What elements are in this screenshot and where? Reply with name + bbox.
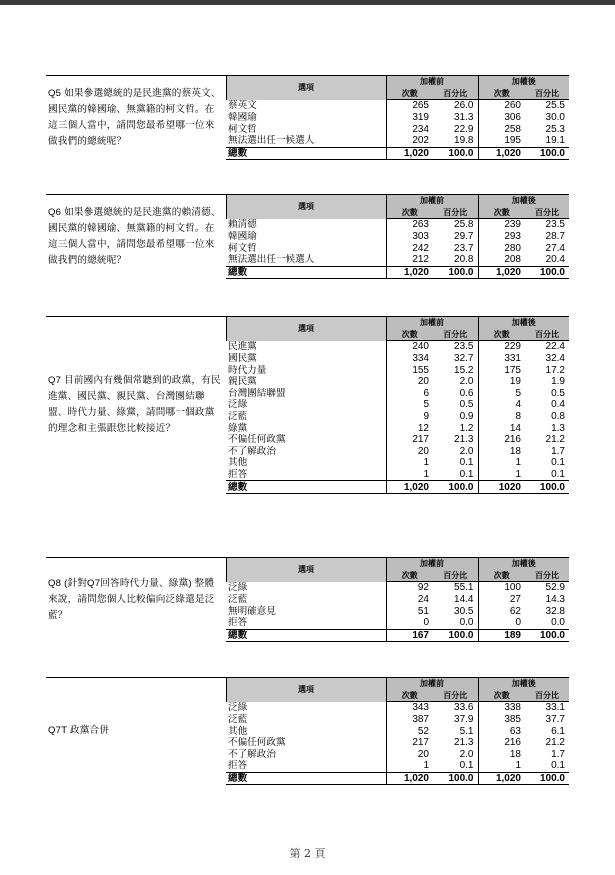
question-table [46, 75, 569, 160]
percent-before: 14.4 [454, 594, 474, 606]
option-header: 選項 [226, 678, 386, 702]
count-after: 293 [478, 231, 525, 243]
count-before: 202 [386, 135, 433, 147]
percent-after: 32.4 [545, 353, 565, 365]
count-before: 1 [386, 760, 433, 772]
total-percent-before: 100.0 [433, 147, 478, 160]
question-text: Q7T 政黨合併 [46, 678, 226, 785]
after-weight-header: 加權後 [478, 678, 569, 690]
count-after: 0 [478, 617, 525, 629]
percent-before: 2.0 [459, 748, 474, 760]
count-after: 4 [478, 399, 525, 411]
count-before: 265 [386, 100, 433, 112]
after-weight-header: 加權後 [478, 76, 569, 88]
percent-header: 百分比 [525, 207, 569, 219]
percent-before: 31.3 [454, 112, 474, 124]
percent-after: 52.9 [545, 582, 565, 594]
percent-before: 2.0 [459, 445, 474, 457]
percent-before: 37.9 [454, 714, 474, 726]
count-before: 217 [386, 737, 433, 749]
count-before: 20 [386, 749, 433, 761]
percent-header: 百分比 [525, 88, 569, 100]
percent-before: 19.8 [454, 135, 474, 147]
count-before: 20 [386, 446, 433, 458]
count-header: 次數 [478, 207, 525, 219]
percent-after: 25.5 [545, 100, 565, 112]
percent-after: 1.9 [551, 376, 565, 388]
percent-header: 百分比 [525, 570, 569, 582]
percent-before: 33.6 [454, 702, 474, 714]
percent-before: 1.2 [459, 422, 474, 434]
total-percent-before: 100.0 [433, 629, 478, 642]
percent-after: 22.4 [545, 341, 565, 353]
percent-after: 25.3 [545, 123, 565, 135]
option-label: 時代力量 [228, 364, 267, 376]
before-weight-header: 加權前 [386, 558, 478, 570]
before-weight-header: 加權前 [386, 195, 478, 207]
option-header: 選項 [226, 317, 386, 341]
option-label: 不了解政治 [228, 748, 276, 760]
total-count-after: 1,020 [478, 147, 525, 160]
count-after: 1 [478, 760, 525, 772]
total-percent-after: 100.0 [525, 772, 569, 785]
count-after: 331 [478, 353, 525, 365]
percent-after: 30.0 [545, 112, 565, 124]
percent-after: 32.8 [545, 605, 565, 617]
option-label: 台灣團結聯盟 [228, 387, 286, 399]
count-before: 51 [386, 605, 433, 617]
option-label: 無法選出任一候選人 [228, 135, 315, 147]
option-label: 無明確意見 [228, 605, 276, 617]
percent-after: 23.5 [545, 219, 565, 231]
total-count-after: 1,020 [478, 266, 525, 279]
percent-header: 百分比 [433, 690, 478, 702]
percent-after: 0.1 [551, 469, 565, 481]
total-percent-after: 100.0 [525, 629, 569, 642]
question-table [46, 557, 569, 642]
percent-before: 22.9 [454, 123, 474, 135]
count-after: 5 [478, 388, 525, 400]
count-header: 次數 [386, 88, 433, 100]
percent-before: 0.0 [459, 617, 474, 629]
question-text: Q6 如果參選總統的是民進黨的賴清德、國民黨的韓國瑜、無黨籍的柯文哲。在這三個人當中，請問您最希望哪一位來做我們的總統呢？ [46, 195, 226, 279]
percent-before: 0.5 [459, 399, 474, 411]
question-table [46, 194, 569, 279]
total-label: 總數 [226, 481, 386, 494]
option-label: 泛綠 [228, 582, 248, 594]
option-label: 其他 [228, 725, 248, 737]
total-percent-before: 100.0 [433, 481, 478, 494]
option-header: 選項 [226, 76, 386, 100]
count-after: 100 [478, 582, 525, 594]
after-weight-header: 加權後 [478, 558, 569, 570]
count-before: 5 [386, 399, 433, 411]
count-after: 216 [478, 737, 525, 749]
option-label: 綠黨 [228, 422, 248, 434]
percent-before: 0.1 [459, 469, 474, 481]
count-after: 1 [478, 469, 525, 481]
total-percent-before: 100.0 [433, 772, 478, 785]
percent-before: 26.0 [454, 100, 474, 112]
count-after: 1 [478, 457, 525, 469]
count-before: 24 [386, 594, 433, 606]
count-before: 240 [386, 341, 433, 353]
question-text: Q8 (針對Q7回答時代力量、綠黨) 整體來說，請問您個人比較偏向泛綠還是泛藍？ [46, 558, 226, 642]
option-label: 其他 [228, 457, 248, 469]
total-percent-after: 100.0 [525, 481, 569, 494]
question-text: Q7 目前國內有幾個常聽到的政黨，有民進黨、國民黨、親民黨、台灣團結聯盟、時代力量、綠黨，請問哪一個政黨的理念和主張跟您比較接近？ [46, 317, 226, 494]
percent-after: 37.7 [545, 714, 565, 726]
option-label: 不了解政治 [228, 445, 276, 457]
total-label: 總數 [226, 772, 386, 785]
count-after: 216 [478, 434, 525, 446]
percent-after: 1.7 [551, 445, 565, 457]
percent-before: 0.1 [459, 457, 474, 469]
count-before: 303 [386, 231, 433, 243]
count-after: 19 [478, 376, 525, 388]
option-label: 國民黨 [228, 353, 257, 365]
total-label: 總數 [226, 266, 386, 279]
option-label: 泛綠 [228, 399, 248, 411]
count-after: 280 [478, 242, 525, 254]
option-header: 選項 [226, 195, 386, 219]
count-after: 18 [478, 749, 525, 761]
page-number: 第 2 頁 [289, 847, 326, 860]
percent-after: 28.7 [545, 231, 565, 243]
option-label: 韓國瑜 [228, 112, 257, 124]
percent-after: 27.4 [545, 242, 565, 254]
count-before: 1 [386, 457, 433, 469]
option-label: 泛藍 [228, 411, 248, 423]
option-label: 泛藍 [228, 594, 248, 606]
percent-before: 32.7 [454, 353, 474, 365]
count-after: 258 [478, 123, 525, 135]
percent-after: 0.0 [551, 617, 565, 629]
percent-before: 0.1 [459, 760, 474, 772]
count-before: 12 [386, 422, 433, 434]
count-before: 242 [386, 242, 433, 254]
total-percent-after: 100.0 [525, 266, 569, 279]
percent-header: 百分比 [433, 207, 478, 219]
count-before: 1 [386, 469, 433, 481]
option-label: 拒答 [228, 760, 248, 772]
total-percent-after: 100.0 [525, 147, 569, 160]
percent-after: 6.1 [551, 725, 565, 737]
count-before: 387 [386, 714, 433, 726]
count-before: 92 [386, 582, 433, 594]
count-after: 385 [478, 714, 525, 726]
count-after: 260 [478, 100, 525, 112]
count-header: 次數 [386, 570, 433, 582]
percent-before: 21.3 [454, 737, 474, 749]
count-header: 次數 [478, 570, 525, 582]
count-after: 208 [478, 254, 525, 266]
header-row [46, 558, 569, 570]
before-weight-header: 加權前 [386, 76, 478, 88]
count-before: 212 [386, 254, 433, 266]
count-after: 18 [478, 446, 525, 458]
count-before: 52 [386, 725, 433, 737]
count-header: 次數 [478, 329, 525, 341]
count-header: 次數 [386, 329, 433, 341]
count-before: 20 [386, 376, 433, 388]
percent-after: 21.2 [545, 737, 565, 749]
total-count-after: 1020 [478, 481, 525, 494]
count-header: 次數 [478, 690, 525, 702]
option-label: 韓國瑜 [228, 231, 257, 243]
count-before: 334 [386, 353, 433, 365]
total-count-before: 1,020 [386, 147, 433, 160]
count-before: 343 [386, 702, 433, 714]
option-label: 不偏任何政黨 [228, 434, 286, 446]
percent-before: 21.3 [454, 434, 474, 446]
after-weight-header: 加權後 [478, 317, 569, 329]
percent-after: 17.2 [545, 364, 565, 376]
count-after: 239 [478, 219, 525, 231]
percent-before: 55.1 [454, 582, 474, 594]
total-count-before: 167 [386, 629, 433, 642]
option-label: 無法選出任一候選人 [228, 254, 315, 266]
count-before: 9 [386, 411, 433, 423]
header-row [46, 317, 569, 329]
percent-header: 百分比 [525, 329, 569, 341]
count-header: 次數 [386, 690, 433, 702]
total-count-before: 1,020 [386, 266, 433, 279]
percent-after: 0.1 [551, 760, 565, 772]
count-after: 8 [478, 411, 525, 423]
total-count-before: 1,020 [386, 772, 433, 785]
count-after: 14 [478, 422, 525, 434]
percent-header: 百分比 [433, 570, 478, 582]
percent-header: 百分比 [525, 690, 569, 702]
percent-before: 30.5 [454, 605, 474, 617]
option-label: 柯文哲 [228, 242, 257, 254]
count-after: 306 [478, 112, 525, 124]
percent-before: 0.6 [459, 387, 474, 399]
option-header: 選項 [226, 558, 386, 582]
before-weight-header: 加權前 [386, 678, 478, 690]
percent-after: 20.4 [545, 254, 565, 266]
count-before: 234 [386, 123, 433, 135]
option-label: 泛綠 [228, 702, 248, 714]
total-count-after: 1,020 [478, 772, 525, 785]
total-label: 總數 [226, 629, 386, 642]
count-after: 63 [478, 725, 525, 737]
count-after: 62 [478, 605, 525, 617]
percent-after: 19.1 [545, 135, 565, 147]
percent-before: 15.2 [454, 364, 474, 376]
after-weight-header: 加權後 [478, 195, 569, 207]
question-table [46, 316, 569, 494]
percent-after: 21.2 [545, 434, 565, 446]
percent-before: 29.7 [454, 231, 474, 243]
total-label: 總數 [226, 147, 386, 160]
option-label: 民進黨 [228, 341, 257, 353]
count-after: 338 [478, 702, 525, 714]
top-border [0, 0, 615, 5]
header-row [46, 678, 569, 690]
option-label: 泛藍 [228, 714, 248, 726]
percent-after: 0.8 [551, 411, 565, 423]
option-label: 不偏任何政黨 [228, 737, 286, 749]
count-before: 263 [386, 219, 433, 231]
percent-after: 0.4 [551, 399, 565, 411]
count-after: 175 [478, 364, 525, 376]
percent-header: 百分比 [433, 88, 478, 100]
count-before: 217 [386, 434, 433, 446]
total-percent-before: 100.0 [433, 266, 478, 279]
percent-before: 2.0 [459, 376, 474, 388]
count-before: 319 [386, 112, 433, 124]
question-text: Q5 如果參選總統的是民進黨的蔡英文、國民黨的韓國瑜、無黨籍的柯文哲。在這三個人當中，請問您最希望哪一位來做我們的總統呢？ [46, 76, 226, 160]
option-label: 拒答 [228, 617, 248, 629]
header-row [46, 76, 569, 88]
percent-before: 25.8 [454, 219, 474, 231]
percent-after: 33.1 [545, 702, 565, 714]
percent-before: 5.1 [459, 725, 474, 737]
percent-after: 0.5 [551, 387, 565, 399]
percent-after: 1.3 [551, 422, 565, 434]
count-header: 次數 [386, 207, 433, 219]
count-header: 次數 [478, 88, 525, 100]
percent-before: 23.7 [454, 242, 474, 254]
percent-after: 1.7 [551, 748, 565, 760]
count-after: 27 [478, 594, 525, 606]
percent-before: 20.8 [454, 254, 474, 266]
count-before: 155 [386, 364, 433, 376]
percent-before: 0.9 [459, 411, 474, 423]
header-row [46, 195, 569, 207]
count-after: 195 [478, 135, 525, 147]
question-table [46, 677, 569, 785]
percent-after: 14.3 [545, 594, 565, 606]
percent-after: 0.1 [551, 457, 565, 469]
total-count-after: 189 [478, 629, 525, 642]
option-label: 蔡英文 [228, 100, 257, 112]
percent-header: 百分比 [433, 329, 478, 341]
option-label: 賴清德 [228, 219, 257, 231]
count-before: 6 [386, 388, 433, 400]
percent-before: 23.5 [454, 341, 474, 353]
option-label: 親民黨 [228, 376, 257, 388]
before-weight-header: 加權前 [386, 317, 478, 329]
total-count-before: 1,020 [386, 481, 433, 494]
count-after: 229 [478, 341, 525, 353]
option-label: 拒答 [228, 469, 248, 481]
option-label: 柯文哲 [228, 123, 257, 135]
count-before: 0 [386, 617, 433, 629]
